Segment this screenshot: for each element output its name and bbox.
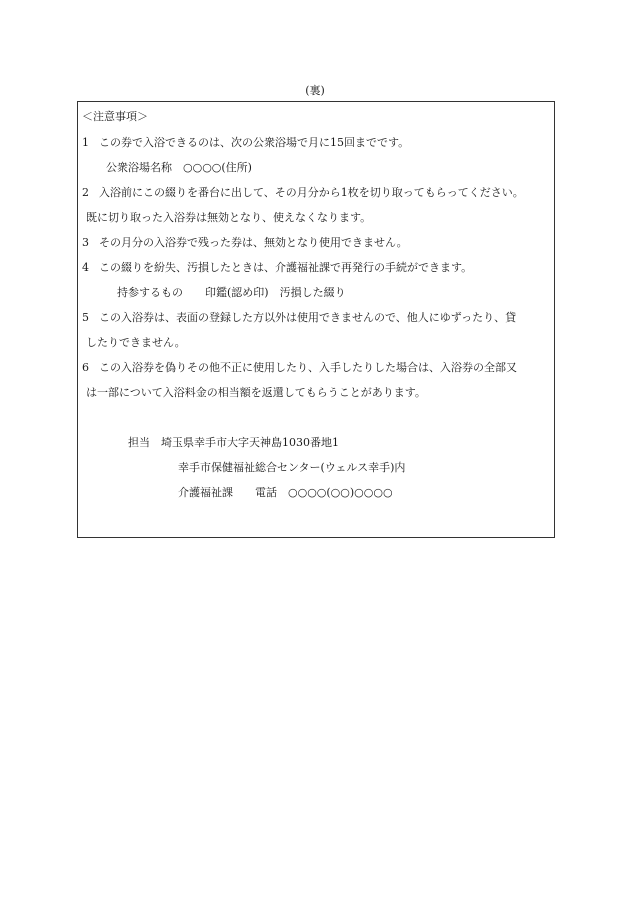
- note-item-4: [82, 261, 472, 275]
- note-item-6: [82, 361, 517, 375]
- note-item-2-continuation: 既に切り取った入浴券は無効となり、使えなくなります。: [86, 211, 372, 224]
- note-text: 入浴前にこの綴りを番台に出して、その月分から1枚を切り取ってもらってください。: [99, 186, 524, 199]
- note-item-1-detail: 公衆浴場名称 ○○○○(住所): [106, 161, 252, 174]
- contact-line-3: 介護福祉課 電話 ○○○○(○○)○○○○: [178, 486, 393, 499]
- note-text: この入浴券は、表面の登録した方以外は使用できませんので、他人にゆずったり、貸: [99, 311, 517, 324]
- note-item-3: [82, 236, 408, 250]
- note-item-4-detail: 持参するもの 印鑑(認め印) 汚損した綴り: [117, 286, 346, 299]
- note-item-5: [82, 311, 516, 325]
- note-text: その月分の入浴券で残った券は、無効となり使用できません。: [99, 236, 408, 249]
- notes-title: ＜注意事項＞: [82, 110, 148, 123]
- page-heading: (裏): [305, 84, 325, 97]
- note-item-5-continuation: したりできません。: [86, 336, 186, 349]
- note-text: この入浴券を偽りその他不正に使用したり、入手したりした場合は、入浴券の全部又: [99, 361, 517, 374]
- note-number: 2: [82, 186, 89, 199]
- note-item-1: [82, 136, 409, 150]
- note-number: 3: [82, 236, 89, 249]
- note-text: この綴りを紛失、汚損したときは、介護福祉課で再発行の手続ができます。: [99, 261, 473, 274]
- contact-line-2: 幸手市保健福祉総合センター(ウェルス幸手)内: [178, 461, 406, 474]
- note-number: 1: [82, 136, 89, 149]
- note-number: 6: [82, 361, 89, 374]
- contact-line-1: 担当 埼玉県幸手市大字天神島1030番地1: [128, 436, 339, 449]
- note-number: 4: [82, 261, 89, 274]
- note-item-6-continuation: は一部について入浴料金の相当額を返還してもらうことがあります。: [86, 386, 426, 399]
- note-text: この券で入浴できるのは、次の公衆浴場で月に15回までです。: [99, 136, 410, 149]
- note-number: 5: [82, 311, 89, 324]
- note-item-2: [82, 186, 524, 200]
